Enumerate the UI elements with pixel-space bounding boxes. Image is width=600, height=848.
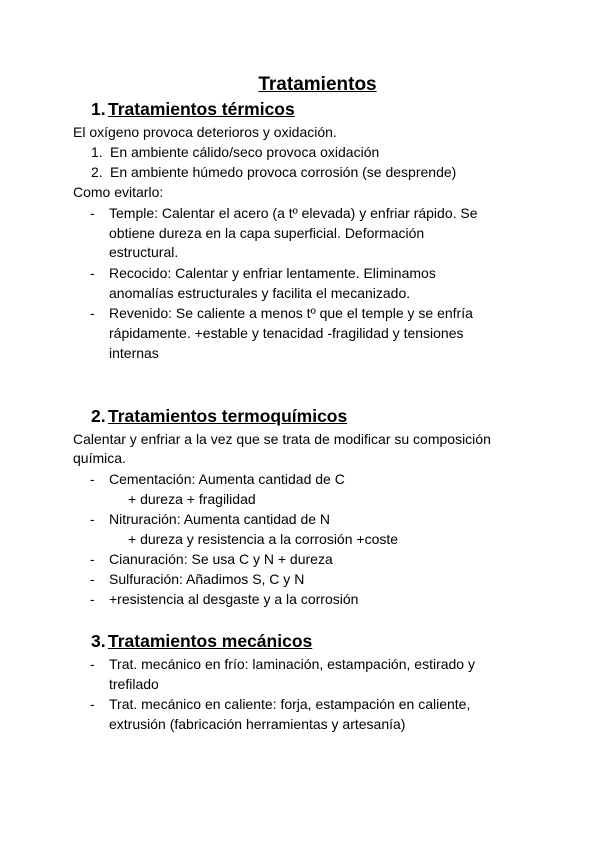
paragraph: química. — [73, 450, 126, 466]
bullet-text: Cianuración: Se usa C y N + dureza — [109, 551, 333, 567]
dash-marker: - — [90, 696, 95, 712]
section-title: Tratamientos mecánicos — [108, 631, 313, 651]
bullet-item — [90, 509, 330, 529]
list-item-text: En ambiente húmedo provoca corrosión (se desprende) — [110, 164, 457, 180]
dash-marker: - — [90, 511, 95, 527]
paragraph: Calentar y enfriar a la vez que se trata de modificar su composición — [73, 431, 491, 447]
section-number: 2. — [91, 406, 106, 426]
bullet-continuation: obtiene dureza en la capa superficial. Deformación — [109, 225, 425, 241]
paragraph: Como evitarlo: — [73, 184, 164, 200]
dash-marker: - — [90, 265, 95, 281]
dash-marker: - — [90, 471, 95, 487]
bullet-text: Nitruración: Aumenta cantidad de N — [109, 511, 331, 527]
numbered-item — [91, 142, 379, 162]
bullet-text: Cementación: Aumenta cantidad de C — [109, 471, 345, 487]
bullet-continuation: extrusión (fabricación herramientas y artesanía) — [109, 716, 406, 732]
section-heading-1 — [91, 99, 295, 120]
list-number: 2. — [91, 164, 103, 180]
section-title: Tratamientos térmicos — [108, 99, 295, 119]
bullet-item — [90, 263, 436, 283]
section-heading-3 — [91, 631, 312, 652]
bullet-item — [90, 694, 470, 714]
bullet-text: Sulfuración: Añadimos S, C y N — [109, 571, 305, 587]
bullet-item — [90, 549, 333, 569]
bullet-text: +resistencia al desgaste y a la corrosión — [109, 591, 359, 607]
page-title: Tratamientos — [258, 74, 377, 95]
dash-marker: - — [90, 571, 95, 587]
dash-marker: - — [90, 591, 95, 607]
dash-marker: - — [90, 656, 95, 672]
bullet-continuation: rápidamente. +estable y tenacidad -fragilidad y tensiones — [109, 325, 464, 341]
section-title: Tratamientos termoquímicos — [108, 406, 348, 426]
dash-marker: - — [90, 205, 95, 221]
list-number: 1. — [91, 144, 103, 160]
numbered-item — [91, 162, 456, 182]
bullet-continuation: anomalías estructurales y facilita el mecanizado. — [109, 285, 411, 301]
section-number: 1. — [91, 99, 106, 119]
bullet-continuation: estructural. — [109, 244, 179, 260]
sub-item: + dureza y resistencia a la corrosión +coste — [128, 531, 399, 547]
bullet-continuation: internas — [109, 345, 159, 361]
bullet-item — [90, 654, 475, 674]
section-heading-2 — [91, 406, 347, 427]
paragraph: El oxígeno provoca deterioros y oxidación. — [73, 124, 337, 140]
bullet-item — [90, 569, 304, 589]
sub-item: + dureza + fragilidad — [128, 491, 256, 507]
bullet-item — [90, 203, 478, 223]
bullet-text: Temple: Calentar el acero (a tº elevada) y enfriar rápido. Se — [109, 205, 478, 221]
dash-marker: - — [90, 551, 95, 567]
bullet-item — [90, 469, 345, 489]
bullet-text: Trat. mecánico en frío: laminación, estampación, estirado y — [109, 656, 475, 672]
bullet-text: Recocido: Calentar y enfriar lentamente. Eliminamos — [109, 265, 436, 281]
bullet-continuation: trefilado — [109, 676, 159, 692]
list-item-text: En ambiente cálido/seco provoca oxidación — [110, 144, 380, 160]
bullet-text: Trat. mecánico en caliente: forja, estampación en caliente, — [109, 696, 471, 712]
section-number: 3. — [91, 631, 106, 651]
bullet-item — [90, 303, 473, 323]
bullet-text: Revenido: Se caliente a menos tº que el temple y se enfría — [109, 305, 473, 321]
bullet-item — [90, 589, 358, 609]
dash-marker: - — [90, 305, 95, 321]
